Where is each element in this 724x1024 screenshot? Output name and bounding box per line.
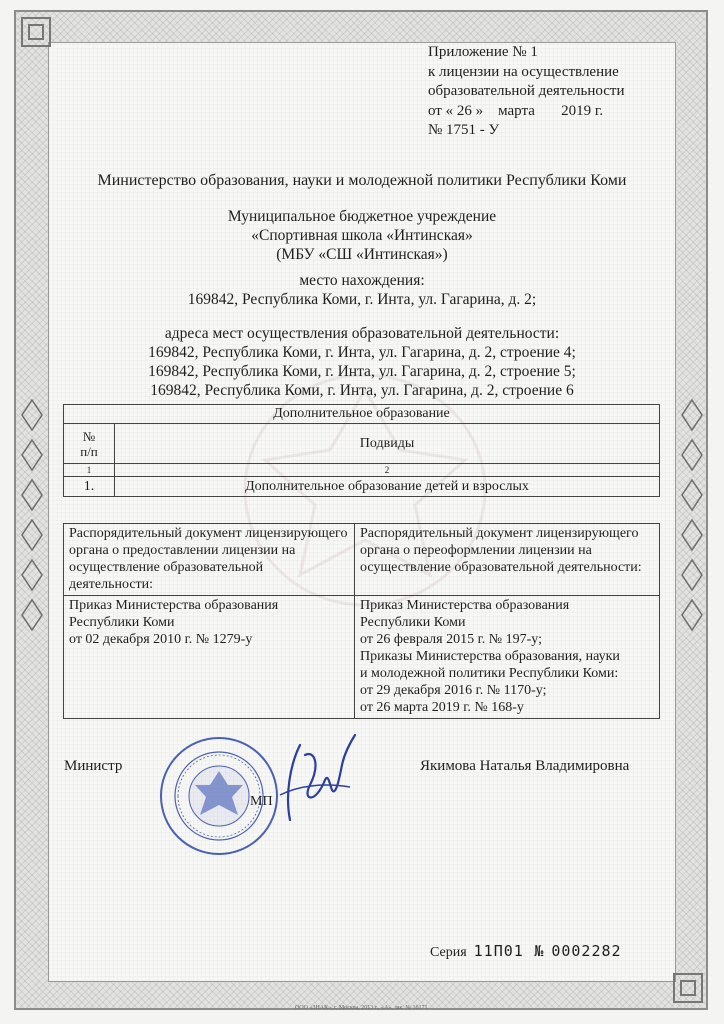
row-number: 1. [64, 477, 115, 497]
reissue-document-header: Распорядительный документ лицензирующего органа о переоформлении лицензии на осуществление образовательной деятельности: [355, 524, 660, 596]
org-line2: «Спортивная школа «Интинская» [251, 227, 473, 244]
documents-table [63, 523, 660, 719]
appendix-line2: образовательной деятельности [428, 83, 625, 99]
date-day: 26 [456, 102, 472, 119]
org-line3: (МБУ «СШ «Интинская») [276, 246, 448, 263]
date-month: марта [498, 102, 535, 119]
appendix-date: от « 26 » марта 2019 г. [428, 102, 604, 119]
date-year: 2019 г. [561, 102, 604, 119]
activity-address-item: 169842, Республика Коми, г. Инта, ул. Гагарина, д. 2, строение 5; [148, 363, 576, 380]
serial-number: 0002282 [551, 942, 622, 960]
signatory-position: Министр [64, 758, 123, 774]
signatory-name: Якимова Наталья Владимировна [420, 758, 630, 774]
right-ornament-icon [678, 395, 706, 645]
organization-block [60, 207, 664, 264]
column-number-header: № п/п [64, 424, 115, 464]
left-ornament-icon [18, 395, 46, 645]
top-left-knot-icon [16, 12, 56, 52]
serial-label: Серия [430, 945, 467, 960]
appendix-header [428, 43, 625, 141]
bottom-right-knot-icon [668, 968, 708, 1008]
seal-label: МП [250, 794, 273, 809]
appendix-title: Приложение № 1 [428, 44, 538, 60]
row-subtype: Дополнительное образование детей и взрослых [115, 477, 660, 497]
activity-address-item: 169842, Республика Коми, г. Инта, ул. Гагарина, д. 2, строение 6 [150, 382, 574, 399]
handwritten-signature-icon [270, 725, 360, 845]
ministry-name: Министерство образования, науки и молодежной политики Республики Коми [97, 172, 627, 189]
grant-document-body: Приказ Министерства образования Республики Коми от 02 декабря 2010 г. № 1279-у [64, 596, 355, 719]
serial-no-sign: № [534, 942, 545, 960]
serial-series: 11П01 [473, 942, 524, 960]
org-line1: Муниципальное бюджетное учреждение [227, 208, 497, 225]
education-table [63, 404, 660, 497]
activity-address-item: 169842, Республика Коми, г. Инта, ул. Гагарина, д. 2, строение 4; [148, 344, 576, 361]
column-number-index: 1 [64, 464, 115, 477]
education-table-title: Дополнительное образование [64, 405, 660, 424]
location-block [60, 271, 664, 309]
column-subtypes-header: Подвиды [115, 424, 660, 464]
grant-document-header: Распорядительный документ лицензирующего органа о предоставлении лицензии на осуществление образовательной деятельности: [64, 524, 355, 596]
location-address: 169842, Республика Коми, г. Инта, ул. Гагарина, д. 2; [187, 291, 537, 308]
reissue-document-body: Приказ Министерства образования Республики Коми от 26 февраля 2015 г. № 197-у; Приказы Министерства образования, науки и молодежной политики Республики Коми: от 29 декабря 2016 г. № 1170-у; от 26 марта 2019 г. № 168-у [355, 596, 660, 719]
activity-addresses-label: адреса мест осуществления образовательной деятельности: [164, 325, 560, 342]
location-label: место нахождения: [299, 272, 425, 289]
license-number: № 1751 - У [428, 122, 500, 138]
appendix-line1: к лицензии на осуществление [428, 63, 619, 80]
form-serial [430, 942, 622, 961]
table-row [64, 477, 660, 497]
column-subtypes-index: 2 [115, 464, 660, 477]
printer-footer: ООО «ЗНАК», г. Москва, 2013 г., «А», зак. № 16171. [294, 1005, 430, 1011]
activity-addresses-block [60, 324, 664, 400]
